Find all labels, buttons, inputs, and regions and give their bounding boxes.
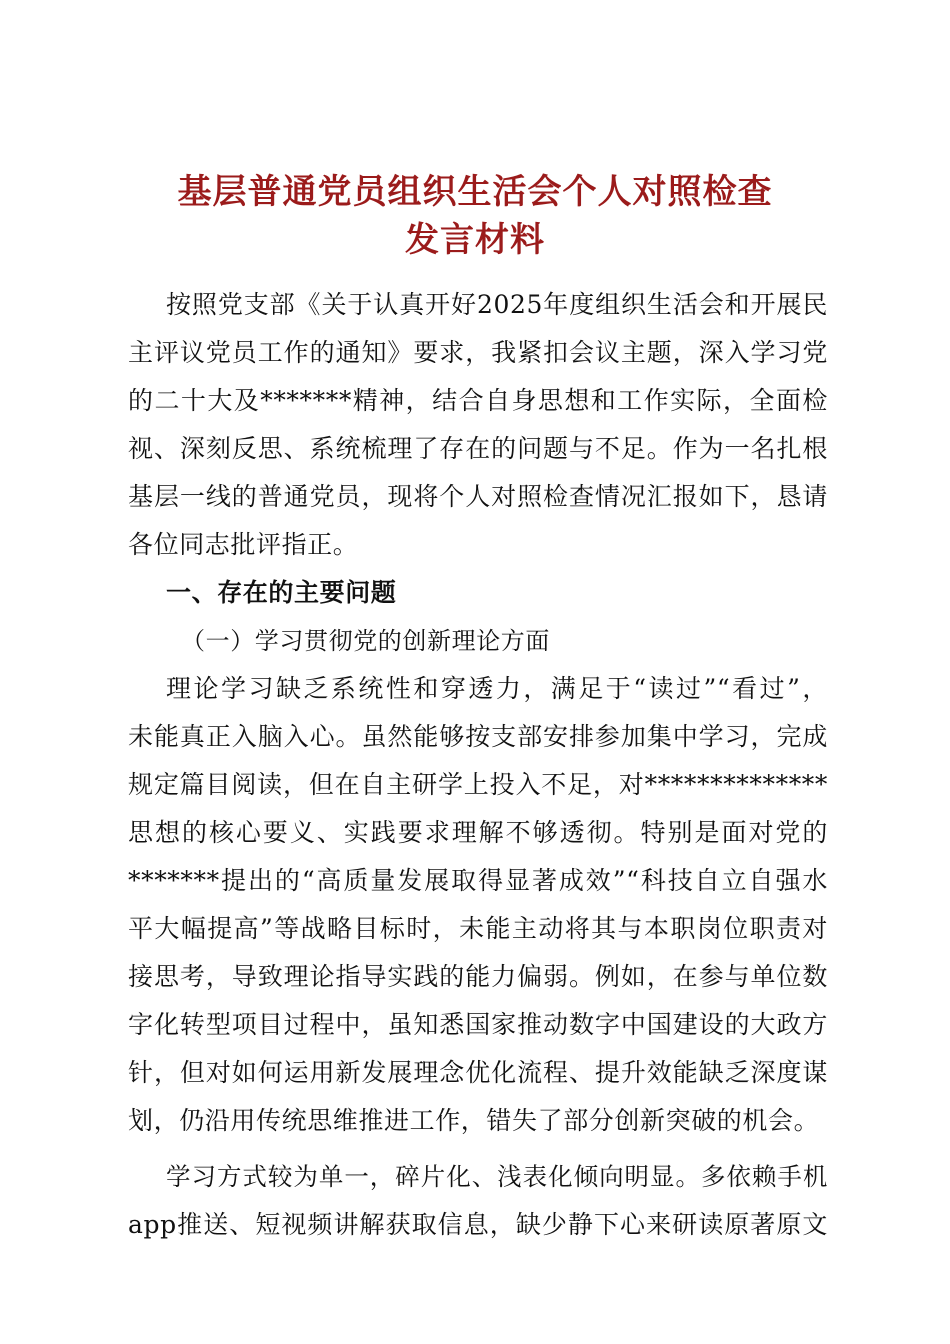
paragraph-3-line: 学习方式较为单一，碎片化、浅表化倾向明显。多依赖手机 bbox=[166, 1162, 828, 1191]
document-title-line-2: 发言材料 bbox=[405, 220, 545, 260]
paragraph-1-line: 按照党支部《关于认真开好2025年度组织生活会和开展民 bbox=[166, 290, 828, 319]
paragraph-2-line: 划，仍沿用传统思维推进工作，错失了部分创新突破的机会。 bbox=[128, 1106, 820, 1135]
section-heading: 一、存在的主要问题 bbox=[166, 578, 397, 607]
paragraph-2-line: 思想的核心要义、实践要求理解不够透彻。特别是面对党的 bbox=[128, 818, 828, 847]
paragraph-1-line: 主评议党员工作的通知》要求，我紧扣会议主题，深入学习党 bbox=[128, 338, 828, 367]
paragraph-2-line: *******提出的“高质量发展取得显著成效”“科技自立自强水 bbox=[128, 866, 828, 895]
paragraph-1-line: 的二十大及*******精神，结合自身思想和工作实际，全面检 bbox=[128, 386, 828, 415]
paragraph-2-line: 接思考，导致理论指导实践的能力偏弱。例如，在参与单位数 bbox=[128, 962, 828, 991]
paragraph-1-line: 各位同志批评指正。 bbox=[128, 530, 359, 559]
document-title-line-1: 基层普通党员组织生活会个人对照检查 bbox=[177, 172, 773, 212]
paragraph-2-line: 规定篇目阅读，但在自主研学上投入不足，对************** bbox=[128, 770, 828, 799]
paragraph-2-line: 理论学习缺乏系统性和穿透力，满足于“读过”“看过”， bbox=[166, 674, 828, 703]
paragraph-2-line: 平大幅提高”等战略目标时，未能主动将其与本职岗位职责对 bbox=[128, 914, 828, 943]
subsection-heading: （一）学习贯彻党的创新理论方面 bbox=[181, 627, 550, 655]
paragraph-1-line: 视、深刻反思、系统梳理了存在的问题与不足。作为一名扎根 bbox=[128, 434, 828, 463]
paragraph-2-line: 未能真正入脑入心。虽然能够按支部安排参加集中学习，完成 bbox=[128, 722, 828, 751]
paragraph-1-line: 基层一线的普通党员，现将个人对照检查情况汇报如下，恳请 bbox=[128, 482, 828, 511]
paragraph-3-line: app推送、短视频讲解获取信息，缺少静下心来研读原著原文 bbox=[128, 1210, 828, 1239]
paragraph-2-line: 字化转型项目过程中，虽知悉国家推动数字中国建设的大政方 bbox=[128, 1010, 828, 1039]
paragraph-2-line: 针，但对如何运用新发展理念优化流程、提升效能缺乏深度谋 bbox=[128, 1058, 828, 1087]
